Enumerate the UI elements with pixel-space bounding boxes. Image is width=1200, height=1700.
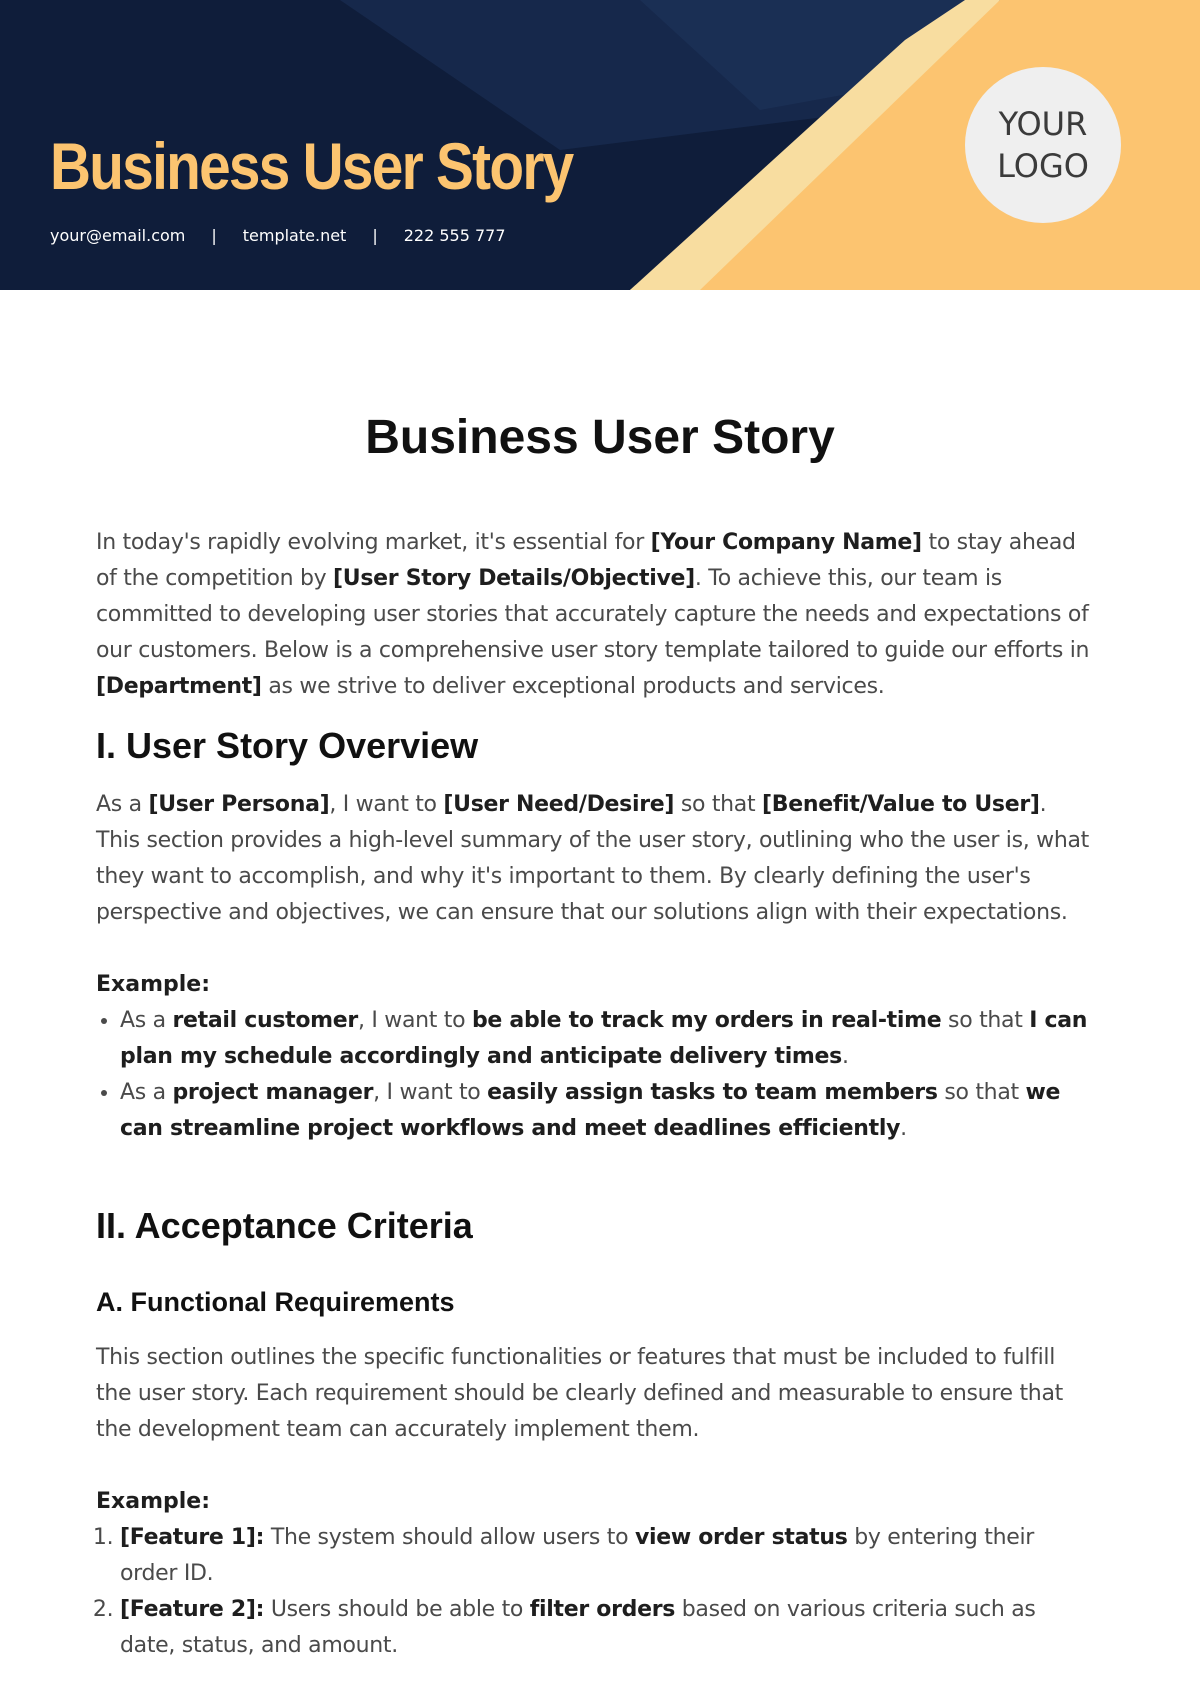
logo-text-line1: YOUR xyxy=(998,105,1088,143)
bold-text: [User Persona] xyxy=(148,792,330,817)
list-item: • As a project manager, I want to easily assign tasks to team members so that we can streamline project workflows and meet deadlines efficiently. xyxy=(120,1075,1096,1147)
section-heading-user-story-overview: I. User Story Overview xyxy=(96,725,479,766)
example-label: Example: xyxy=(96,972,210,997)
list-item: 2. [Feature 2]: Users should be able to filter orders based on various criteria such as date, status, and amount. xyxy=(120,1592,1096,1664)
contact-info xyxy=(50,226,506,245)
bold-text: [Department] xyxy=(96,674,262,699)
bold-text: easily assign tasks to team members xyxy=(487,1080,938,1105)
feature-example-list xyxy=(96,1520,1096,1664)
overview-paragraph: As a [User Persona], I want to [User Need/Desire] so that [Benefit/Value to User]. This section provides a high-level summary of the user story, outlining who the user is, what they want to accomplish, and why it's important to them. By clearly defining the user's perspective and objectives, we can ensure that our solutions align with their expectations. xyxy=(96,792,1089,925)
bold-text: we can streamline project workflows and meet deadlines efficiently xyxy=(120,1080,1061,1141)
document-title: Business User Story xyxy=(365,411,835,464)
header-banner xyxy=(0,0,1200,290)
bold-text: [User Story Details/Objective] xyxy=(333,566,695,591)
bold-text: retail customer xyxy=(172,1008,358,1033)
contact-email: your@email.com xyxy=(50,226,186,245)
functional-requirements-paragraph: This section outlines the specific functionalities or features that must be included to fulfill the user story. Each requirement should be clearly defined and measurable to ensure that the development team can accurately implement them. xyxy=(96,1345,1063,1442)
document-body xyxy=(96,410,1096,1664)
overview-example-list xyxy=(96,1003,1096,1147)
contact-separator: | xyxy=(372,226,378,245)
bold-text: [Benefit/Value to User] xyxy=(762,792,1040,817)
bold-text: project manager xyxy=(172,1080,374,1105)
contact-phone: 222 555 777 xyxy=(403,226,506,245)
bold-text: [User Need/Desire] xyxy=(443,792,675,817)
contact-website: template.net xyxy=(242,226,347,245)
list-item: • As a retail customer, I want to be able to track my orders in real-time so that I can plan my schedule accordingly and anticipate delivery times. xyxy=(120,1003,1096,1075)
bold-text: be able to track my orders in real-time xyxy=(471,1008,942,1033)
banner-title: Business User Story xyxy=(50,129,573,203)
bold-text: filter orders xyxy=(529,1597,676,1622)
logo-text-line2: LOGO xyxy=(997,147,1089,185)
bold-text: I can plan my schedule accordingly and anticipate delivery times xyxy=(120,1008,1088,1069)
list-item: 1. [Feature 1]: The system should allow users to view order status by entering their order ID. xyxy=(120,1520,1096,1592)
intro-paragraph: In today's rapidly evolving market, it's essential for [Your Company Name] to stay ahead of the competition by [User Story Details/Objective]. To achieve this, our team is committed to developing user stories that accurately capture the needs and expectations of our customers. Below is a comprehensive user story template tailored to guide our efforts in [Department] as we strive to deliver exceptional products and services. xyxy=(96,530,1090,699)
logo-placeholder xyxy=(965,67,1121,223)
bold-text: [Feature 2]: xyxy=(120,1597,265,1622)
bold-text: [Feature 1]: xyxy=(120,1525,265,1550)
subsection-heading-functional-requirements: A. Functional Requirements xyxy=(96,1287,455,1317)
contact-separator: | xyxy=(211,226,217,245)
section-heading-acceptance-criteria: II. Acceptance Criteria xyxy=(96,1205,473,1246)
bold-text: view order status xyxy=(634,1525,848,1550)
bold-text: [Your Company Name] xyxy=(650,530,922,555)
example-label: Example: xyxy=(96,1489,210,1514)
